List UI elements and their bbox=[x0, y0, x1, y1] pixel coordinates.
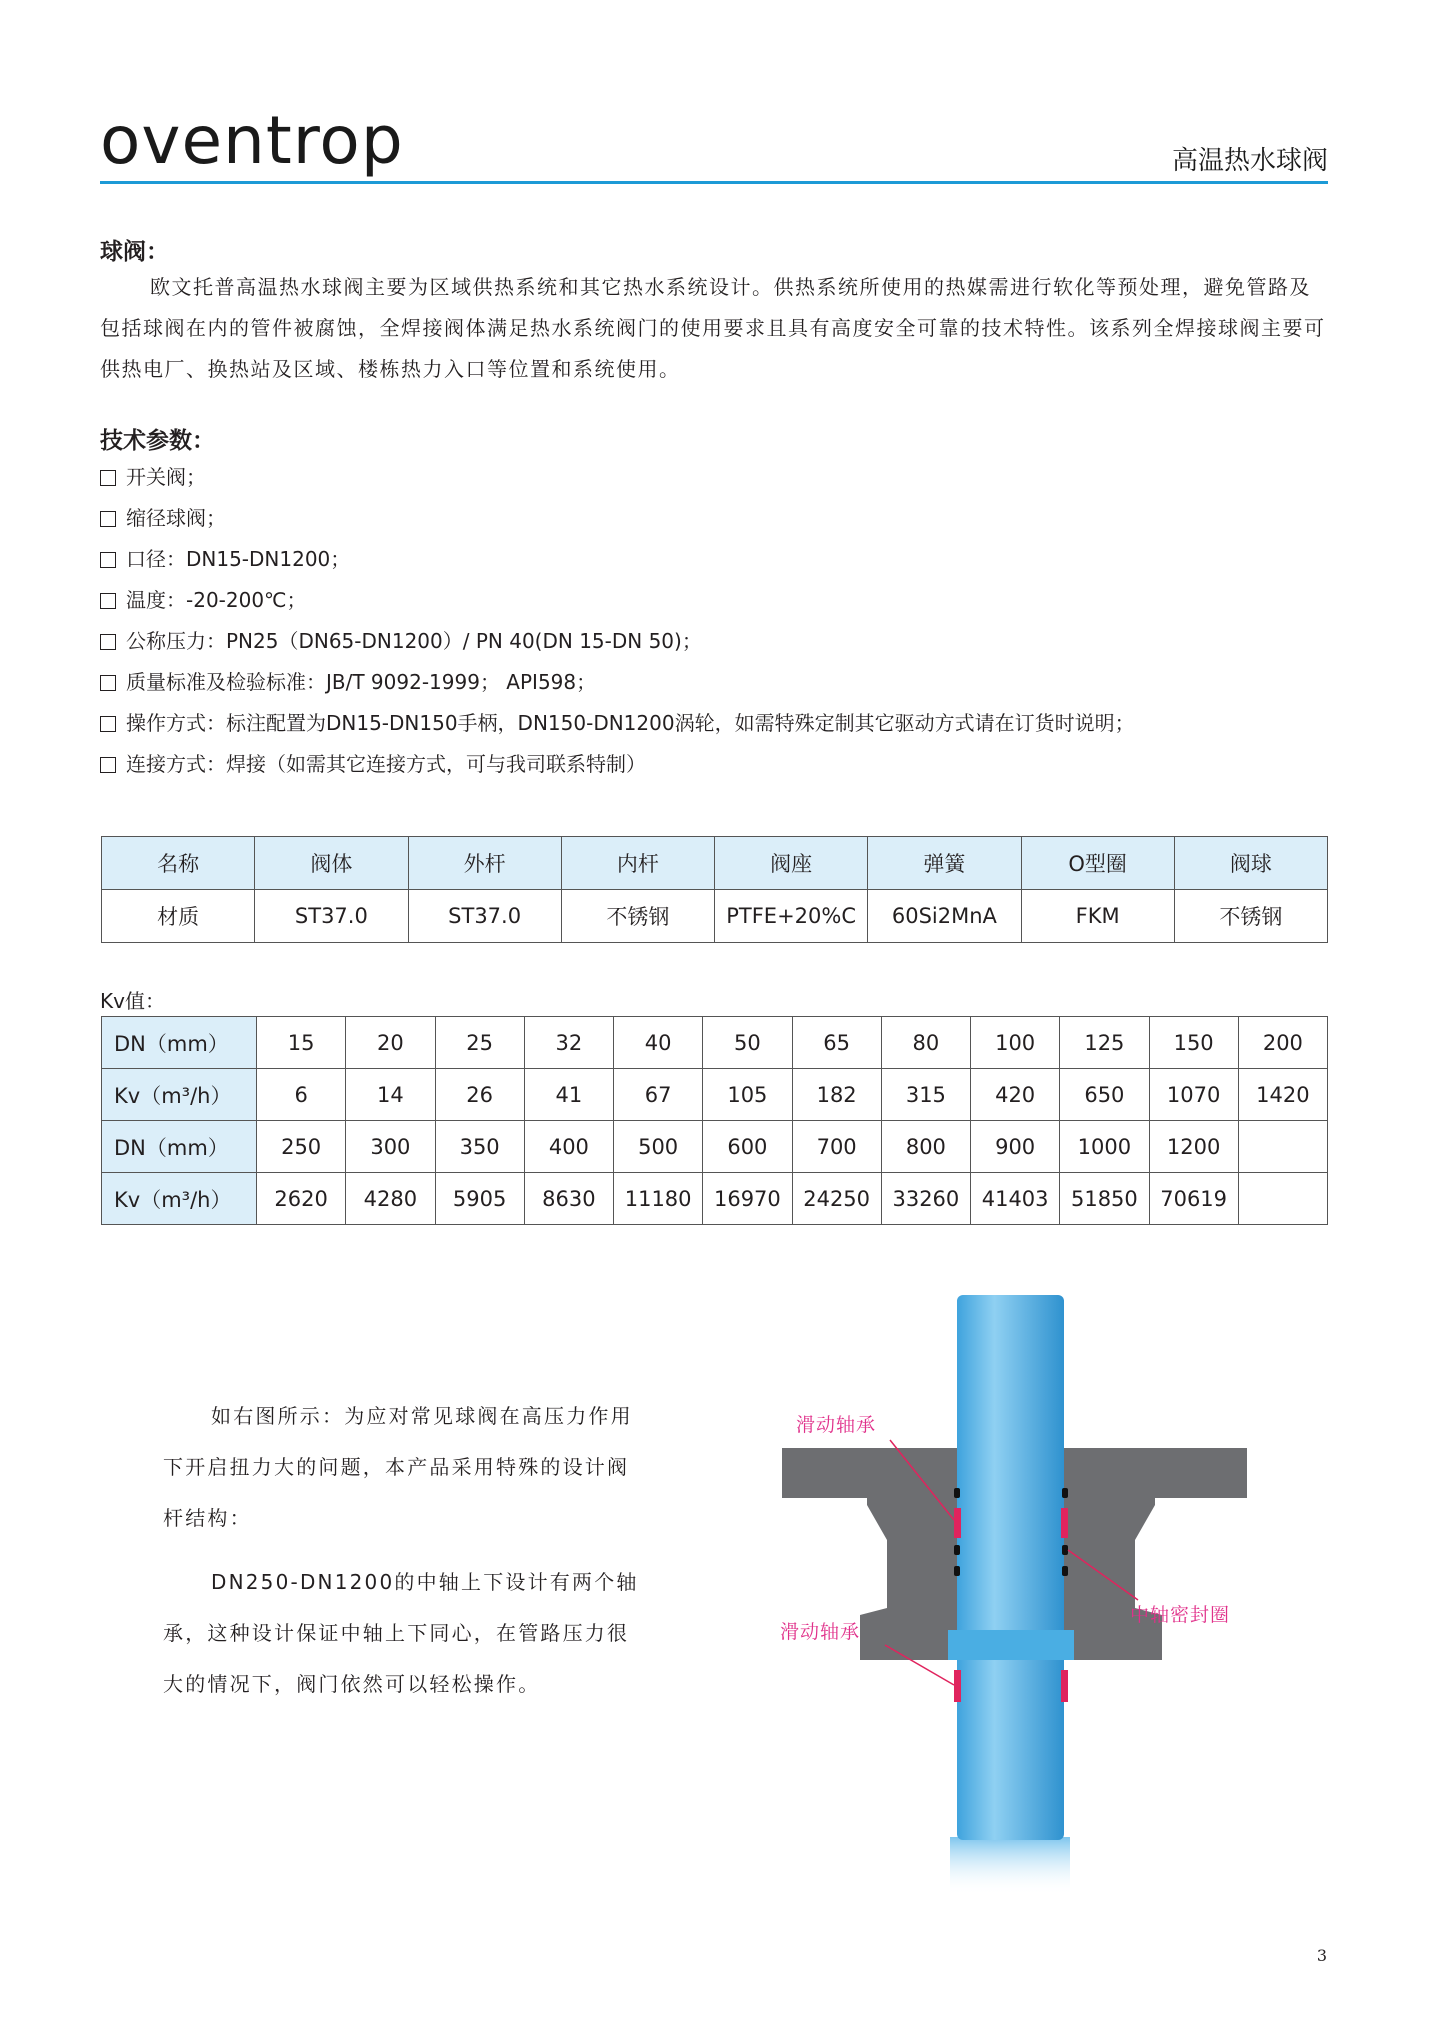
kv-table-cell: 1000 bbox=[1060, 1121, 1149, 1173]
upper-bearing-left bbox=[954, 1508, 961, 1538]
kv-table-row bbox=[102, 1017, 1328, 1069]
kv-table-cell: 600 bbox=[703, 1121, 792, 1173]
param-text: 公称压力：PN25（DN65-DN1200）/ PN 40(DN 15-DN 50)； bbox=[126, 629, 702, 653]
table-cell: ST37.0 bbox=[408, 890, 561, 943]
kv-table-cell: 500 bbox=[614, 1121, 703, 1173]
seal-ring bbox=[954, 1566, 960, 1576]
kv-table-cell: 20 bbox=[346, 1017, 435, 1069]
tech-params-heading: 技术参数： bbox=[100, 428, 215, 454]
kv-table-row bbox=[102, 1069, 1328, 1121]
kv-table-cell: 41 bbox=[524, 1069, 613, 1121]
checkbox-icon bbox=[100, 511, 116, 527]
kv-table-cell: 300 bbox=[346, 1121, 435, 1173]
table-cell: PTFE+20%C bbox=[715, 890, 868, 943]
page-number: 3 bbox=[1316, 1946, 1327, 1965]
kv-table-cell: 67 bbox=[614, 1069, 703, 1121]
kv-table-cell: 15 bbox=[257, 1017, 346, 1069]
kv-table-cell: 24250 bbox=[792, 1173, 881, 1225]
material-table bbox=[101, 836, 1328, 943]
param-text: 缩径球阀； bbox=[126, 506, 226, 530]
shaft-reflection bbox=[950, 1837, 1070, 1895]
kv-table-cell: 400 bbox=[524, 1121, 613, 1173]
description-paragraph: 如右图所示：为应对常见球阀在高压力作用下开启扭力大的问题，本产品采用特殊的设计阀杆结构： bbox=[163, 1404, 633, 1530]
table-cell: 不锈钢 bbox=[1174, 890, 1327, 943]
param-text: 开关阀； bbox=[126, 465, 206, 489]
checkbox-icon bbox=[100, 470, 116, 486]
kv-table-cell: 32 bbox=[524, 1017, 613, 1069]
kv-table-cell: 80 bbox=[881, 1017, 970, 1069]
table-cell: 材质 bbox=[102, 890, 255, 943]
param-item bbox=[100, 744, 1135, 785]
table-cell: ST37.0 bbox=[255, 890, 408, 943]
table-cell: 60Si2MnA bbox=[868, 890, 1021, 943]
kv-table-cell: 4280 bbox=[346, 1173, 435, 1225]
tech-params-list bbox=[100, 457, 1135, 785]
valve-stem-drawing bbox=[760, 1280, 1280, 1900]
kv-table-cell: 8630 bbox=[524, 1173, 613, 1225]
shaft-shoulder bbox=[948, 1630, 1074, 1660]
param-item bbox=[100, 580, 1135, 621]
lower-bearing-left bbox=[954, 1670, 961, 1702]
kv-table-cell: 1420 bbox=[1238, 1069, 1327, 1121]
kv-table-cell: 105 bbox=[703, 1069, 792, 1121]
kv-table bbox=[101, 1016, 1328, 1225]
table-row bbox=[102, 890, 1328, 943]
param-text: 温度：-20-200℃； bbox=[126, 588, 307, 612]
kv-row-label: Kv（m³/h） bbox=[102, 1173, 257, 1225]
ball-valve-paragraph: 欧文托普高温热水球阀主要为区域供热系统和其它热水系统设计。供热系统所使用的热媒需进行软化等预处理，避免管路及包括球阀在内的管件被腐蚀，全焊接阀体满足热水系统阀门的使用要求且具有高度安全可靠的技术特性。该系列全焊接球阀主要可供热电厂、换热站及区域、楼栋热力入口等位置和系统使用。 bbox=[100, 275, 1326, 381]
kv-table-cell bbox=[1238, 1121, 1327, 1173]
header-divider bbox=[100, 181, 1328, 184]
kv-table-cell bbox=[1238, 1173, 1327, 1225]
bearing-description bbox=[163, 1391, 643, 1710]
kv-table-cell: 11180 bbox=[614, 1173, 703, 1225]
table-cell: 不锈钢 bbox=[561, 890, 714, 943]
description-paragraph: DN250-DN1200的中轴上下设计有两个轴承，这种设计保证中轴上下同心，在管路压力很大的情况下，阀门依然可以轻松操作。 bbox=[163, 1570, 639, 1696]
kv-table-cell: 800 bbox=[881, 1121, 970, 1173]
kv-table-cell: 6 bbox=[257, 1069, 346, 1121]
table-header-cell: 阀体 bbox=[255, 837, 408, 890]
kv-table-cell: 200 bbox=[1238, 1017, 1327, 1069]
param-text: 口径：DN15-DN1200； bbox=[126, 547, 351, 571]
kv-table-cell: 700 bbox=[792, 1121, 881, 1173]
kv-table-cell: 25 bbox=[435, 1017, 524, 1069]
seal-ring bbox=[1062, 1566, 1068, 1576]
kv-table-cell: 100 bbox=[971, 1017, 1060, 1069]
table-header-cell: 弹簧 bbox=[868, 837, 1021, 890]
kv-table-cell: 150 bbox=[1149, 1017, 1238, 1069]
bottom-bearing-label: 滑动轴承 bbox=[780, 1621, 861, 1643]
upper-bearing-right bbox=[1061, 1508, 1068, 1538]
table-cell: FKM bbox=[1021, 890, 1174, 943]
table-header-cell: 阀球 bbox=[1174, 837, 1327, 890]
param-item bbox=[100, 703, 1135, 744]
kv-row-label: Kv（m³/h） bbox=[102, 1069, 257, 1121]
kv-table-cell: 182 bbox=[792, 1069, 881, 1121]
kv-table-cell: 1200 bbox=[1149, 1121, 1238, 1173]
kv-table-cell: 2620 bbox=[257, 1173, 346, 1225]
kv-table-cell: 420 bbox=[971, 1069, 1060, 1121]
param-text: 操作方式：标注配置为DN15-DN150手柄，DN150-DN1200涡轮，如需特殊定制其它驱动方式请在订货时说明； bbox=[126, 711, 1135, 735]
param-item bbox=[100, 457, 1135, 498]
checkbox-icon bbox=[100, 675, 116, 691]
param-item bbox=[100, 662, 1135, 703]
table-header-cell: 阀座 bbox=[715, 837, 868, 890]
kv-table-cell: 16970 bbox=[703, 1173, 792, 1225]
table-header-cell: 外杆 bbox=[408, 837, 561, 890]
param-item bbox=[100, 621, 1135, 662]
param-text: 连接方式：焊接（如需其它连接方式，可与我司联系特制） bbox=[126, 752, 646, 776]
brand-logo: oventrop bbox=[100, 102, 404, 179]
kv-row-label: DN（mm） bbox=[102, 1121, 257, 1173]
seal-ring bbox=[1062, 1545, 1068, 1555]
kv-table-cell: 900 bbox=[971, 1121, 1060, 1173]
checkbox-icon bbox=[100, 634, 116, 650]
kv-table-cell: 40 bbox=[614, 1017, 703, 1069]
table-header-cell: O型圈 bbox=[1021, 837, 1174, 890]
kv-row-label: DN（mm） bbox=[102, 1017, 257, 1069]
kv-table-row bbox=[102, 1173, 1328, 1225]
checkbox-icon bbox=[100, 593, 116, 609]
table-header-cell: 名称 bbox=[102, 837, 255, 890]
kv-table-cell: 70619 bbox=[1149, 1173, 1238, 1225]
kv-table-cell: 315 bbox=[881, 1069, 970, 1121]
kv-table-cell: 14 bbox=[346, 1069, 435, 1121]
param-item bbox=[100, 498, 1135, 539]
kv-table-cell: 125 bbox=[1060, 1017, 1149, 1069]
param-item bbox=[100, 539, 1135, 580]
lower-bearing-right bbox=[1061, 1670, 1068, 1702]
checkbox-icon bbox=[100, 757, 116, 773]
seal-ring bbox=[954, 1545, 960, 1555]
kv-table-cell: 650 bbox=[1060, 1069, 1149, 1121]
kv-table-cell: 5905 bbox=[435, 1173, 524, 1225]
valve-shaft bbox=[957, 1295, 1064, 1840]
kv-table-cell: 26 bbox=[435, 1069, 524, 1121]
kv-table-cell: 51850 bbox=[1060, 1173, 1149, 1225]
kv-table-cell: 350 bbox=[435, 1121, 524, 1173]
seal-ring bbox=[954, 1488, 960, 1498]
kv-table-row bbox=[102, 1121, 1328, 1173]
valve-stem-diagram bbox=[760, 1280, 1280, 1900]
table-header-cell: 内杆 bbox=[561, 837, 714, 890]
kv-table-cell: 250 bbox=[257, 1121, 346, 1173]
checkbox-icon bbox=[100, 716, 116, 732]
kv-table-cell: 41403 bbox=[971, 1173, 1060, 1225]
param-text: 质量标准及检验标准：JB/T 9092-1999； API598； bbox=[126, 670, 597, 694]
ball-valve-heading: 球阀： bbox=[100, 239, 169, 265]
table-header-row bbox=[102, 837, 1328, 890]
kv-table-label: Kv值： bbox=[100, 989, 165, 1013]
top-bearing-label: 滑动轴承 bbox=[796, 1414, 877, 1436]
kv-table-cell: 50 bbox=[703, 1017, 792, 1069]
kv-table-cell: 65 bbox=[792, 1017, 881, 1069]
shaft-seal-label: 中轴密封圈 bbox=[1130, 1604, 1231, 1626]
kv-table-cell: 1070 bbox=[1149, 1069, 1238, 1121]
kv-table-cell: 33260 bbox=[881, 1173, 970, 1225]
seal-ring bbox=[1062, 1488, 1068, 1498]
document-title: 高温热水球阀 bbox=[1171, 146, 1328, 176]
checkbox-icon bbox=[100, 552, 116, 568]
